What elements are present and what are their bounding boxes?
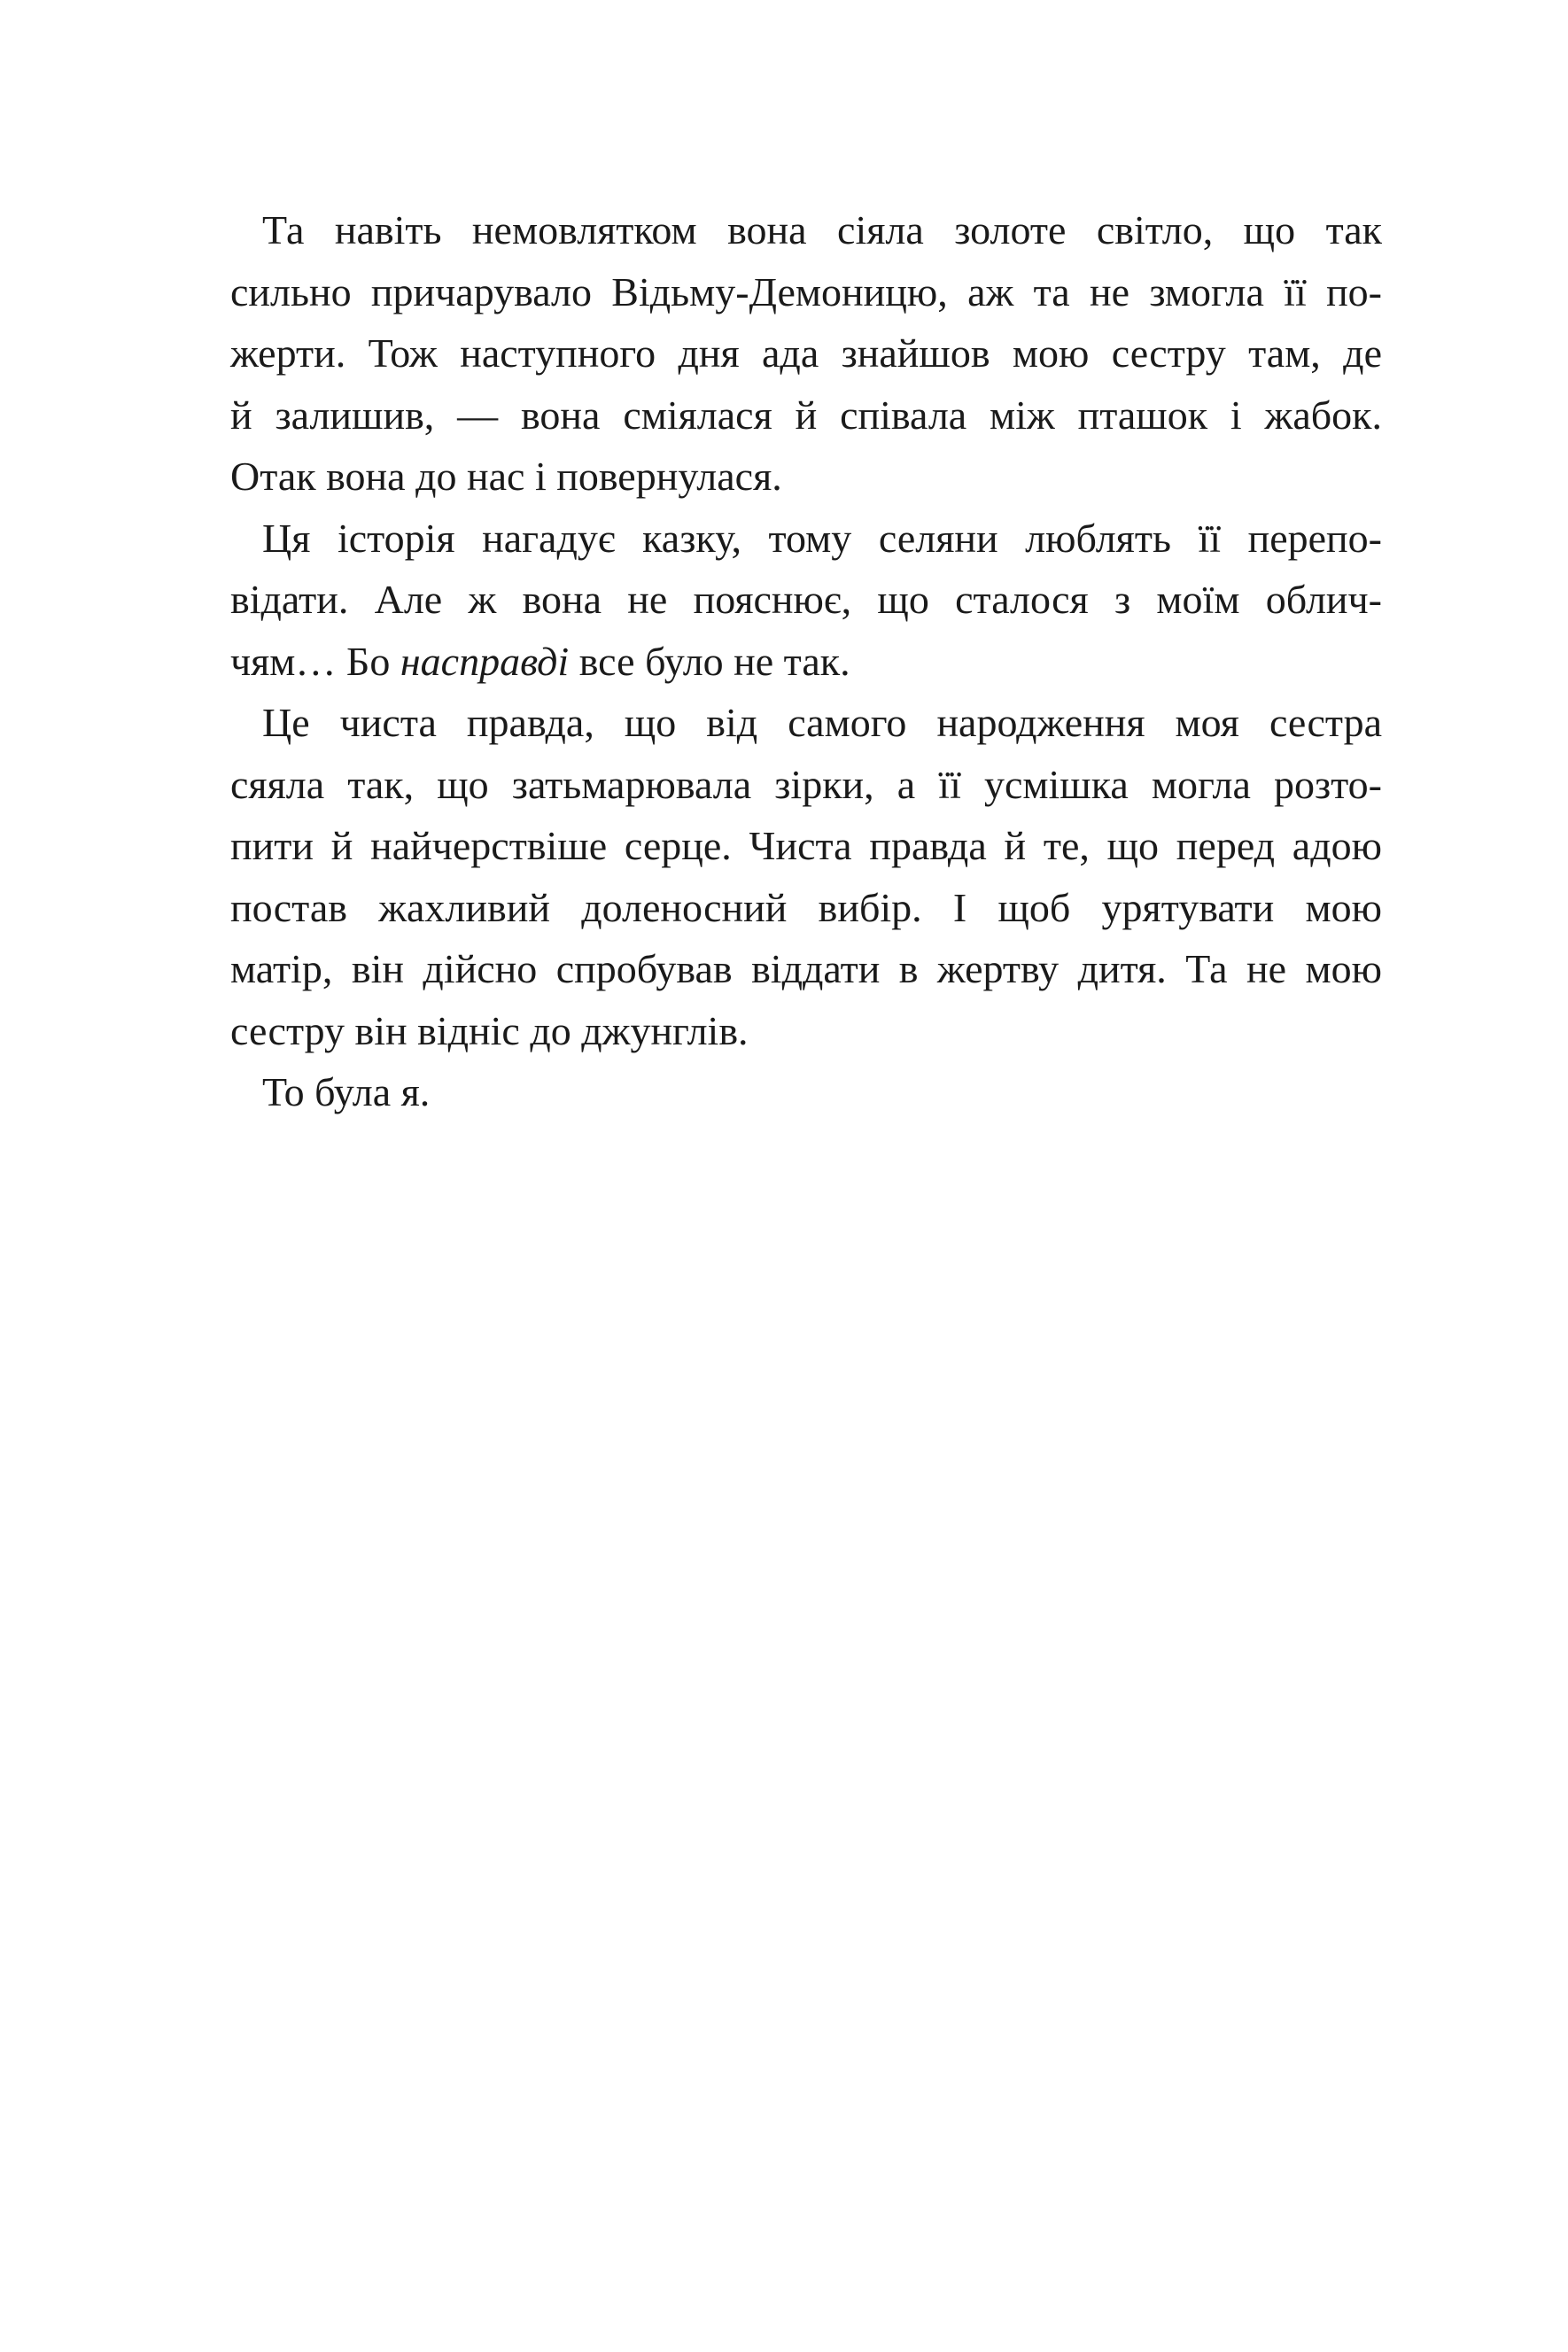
text-line: сильно причарувало Відьму-Демоницю, аж та не змогла її по- [230,268,1382,314]
italic-emphasis: насправді [400,638,570,684]
text-line: постав жахливий доленосний вибір. І щоб урятувати мою [230,884,1382,930]
text-line: Отак вона до нас і повернулася. [230,454,782,499]
text-line: сяяла так, що затьмарювала зірки, а її усмішка могла розто- [230,761,1382,807]
text-line: відати. Але ж вона не пояснює, що сталося з моїм облич- [230,577,1382,622]
text-line: Та навіть немовлятком вона сіяла золоте світло, що так [262,207,1382,252]
text-run: чям… Бо [230,638,400,684]
paragraph-3 [230,692,1382,1061]
text-line: й залишив, — вона сміялася й співала між пташок і жабок. [230,392,1382,438]
text-line: матір, він дійсно спробував віддати в жертву дитя. Та не мою [230,946,1382,991]
text-run: все було не так. [569,638,850,684]
text-line: сестру він відніс до джунглів. [230,1007,749,1053]
paragraph-1 [230,199,1382,508]
text-line: жерти. Тож наступного дня ада знайшов мою сестру там, де [230,330,1382,376]
text-line [230,631,1382,693]
paragraph-2 [230,508,1382,693]
text-line: Ця історія нагадує казку, тому селяни люблять її перепо- [262,515,1382,561]
text-line: То була я. [262,1069,431,1114]
text-line: Це чиста правда, що від самого народження моя сестра [262,700,1382,745]
text-line: пити й найчерствіше серце. Чиста правда й те, що перед адою [230,823,1382,868]
paragraph-4 [230,1061,1382,1123]
body-text [230,199,1382,1123]
